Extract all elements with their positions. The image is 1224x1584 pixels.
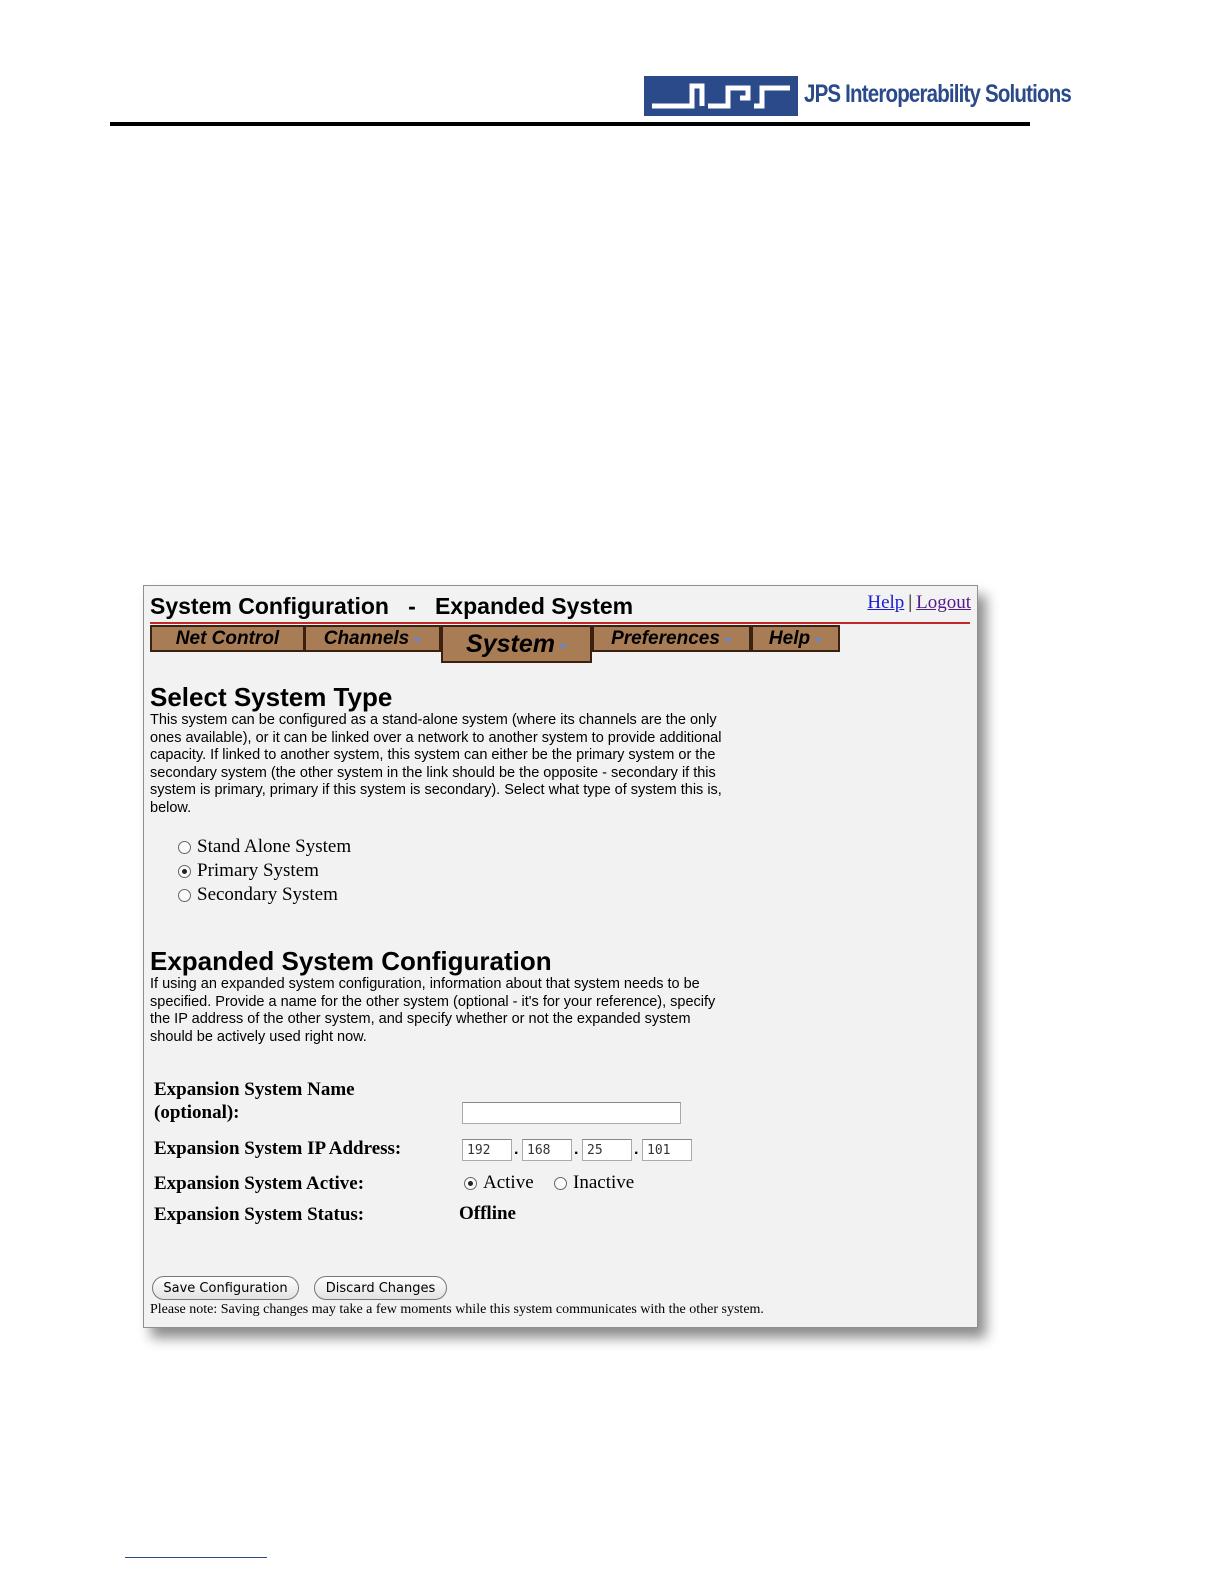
tab-channels[interactable] [304,625,441,652]
link-divider: | [908,592,913,613]
radio-button[interactable] [554,1177,567,1190]
radio-label: Inactive [573,1172,635,1193]
dropdown-caret-icon [814,638,822,643]
expansion-name-label [154,1078,355,1124]
ip-dot: . [574,1141,579,1158]
radio-stand-alone[interactable] [178,836,351,858]
radio-label: Secondary System [197,884,338,905]
tab-preferences[interactable] [592,625,751,652]
system-type-description: This system can be configured as a stand-alone system (where its channels are the only ones available), or it can be linked over a network to another system to provide additional capacity. If linked to another system, this system can either be the primary system or the secondary system (the other system in the link should be the opposite - secondary if this system is primary, primary if this system is secondary). Select what type of system this is, below. [150,712,722,816]
logout-link[interactable]: Logout [916,592,971,613]
tab-system[interactable] [441,625,592,663]
expansion-name-label-line2: (optional): [154,1102,240,1123]
tab-label: Channels [323,627,410,649]
title-separator: - [408,593,416,619]
expansion-active-label: Expansion System Active: [154,1173,365,1194]
page-title-main: System Configuration [150,593,389,619]
brand-name: JPS Interoperability Solutions [804,80,1072,108]
help-link[interactable]: Help [867,592,905,613]
expanded-config-heading: Expanded System Configuration [150,946,552,976]
radio-label: Stand Alone System [197,836,352,857]
header-rule [110,122,1030,126]
radio-inactive[interactable] [554,1172,634,1194]
page-title [150,593,633,620]
ip-dot: . [514,1141,519,1158]
dropdown-caret-icon [724,638,732,643]
tab-label: Preferences [611,627,720,649]
radio-button[interactable] [178,865,191,878]
tab-net-control[interactable] [150,625,305,652]
discard-changes-button[interactable]: Discard Changes [314,1276,447,1300]
save-configuration-button[interactable]: Save Configuration [152,1276,299,1300]
radio-label: Primary System [197,860,319,881]
ip-octet-4-input[interactable] [642,1139,692,1161]
expansion-name-input[interactable] [462,1102,681,1124]
jps-logo [644,76,798,116]
save-note: Please note: Saving changes may take a few moments while this system communicates with the other system. [150,1302,764,1317]
expansion-status-label: Expansion System Status: [154,1204,365,1225]
expanded-config-description: If using an expanded system configuration, information about that system needs to be specified. Provide a name for the other system (optional - it's for your reference), specify the IP address of the other system, and specify whether or not the expanded system should be actively used right now. [150,976,716,1045]
tab-label: Help [768,627,811,649]
expansion-status-value: Offline [459,1203,516,1224]
top-links [867,592,971,614]
page-subtitle: Expanded System [434,593,634,619]
radio-button[interactable] [178,841,191,854]
system-type-heading: Select System Type [150,682,393,712]
ip-octet-1-input[interactable] [462,1139,512,1161]
radio-secondary[interactable] [178,884,338,906]
config-window [143,585,978,1328]
radio-active[interactable] [464,1172,534,1194]
expansion-name-label-line1: Expansion System Name [154,1079,355,1100]
footer-rule [125,1557,267,1558]
ip-dot: . [634,1141,639,1158]
title-rule [150,622,970,624]
radio-button[interactable] [464,1177,477,1190]
radio-label: Active [483,1172,534,1193]
tab-label: System [466,629,555,658]
ip-octet-2-input[interactable] [522,1139,572,1161]
tab-label: Net Control [175,627,280,649]
expansion-ip-label: Expansion System IP Address: [154,1138,402,1159]
ip-octet-3-input[interactable] [582,1139,632,1161]
dropdown-caret-icon [413,638,421,643]
jps-logo-mark [644,76,798,116]
tab-help[interactable] [751,625,840,652]
dropdown-caret-icon [559,644,567,649]
radio-primary[interactable] [178,860,319,882]
radio-button[interactable] [178,889,191,902]
